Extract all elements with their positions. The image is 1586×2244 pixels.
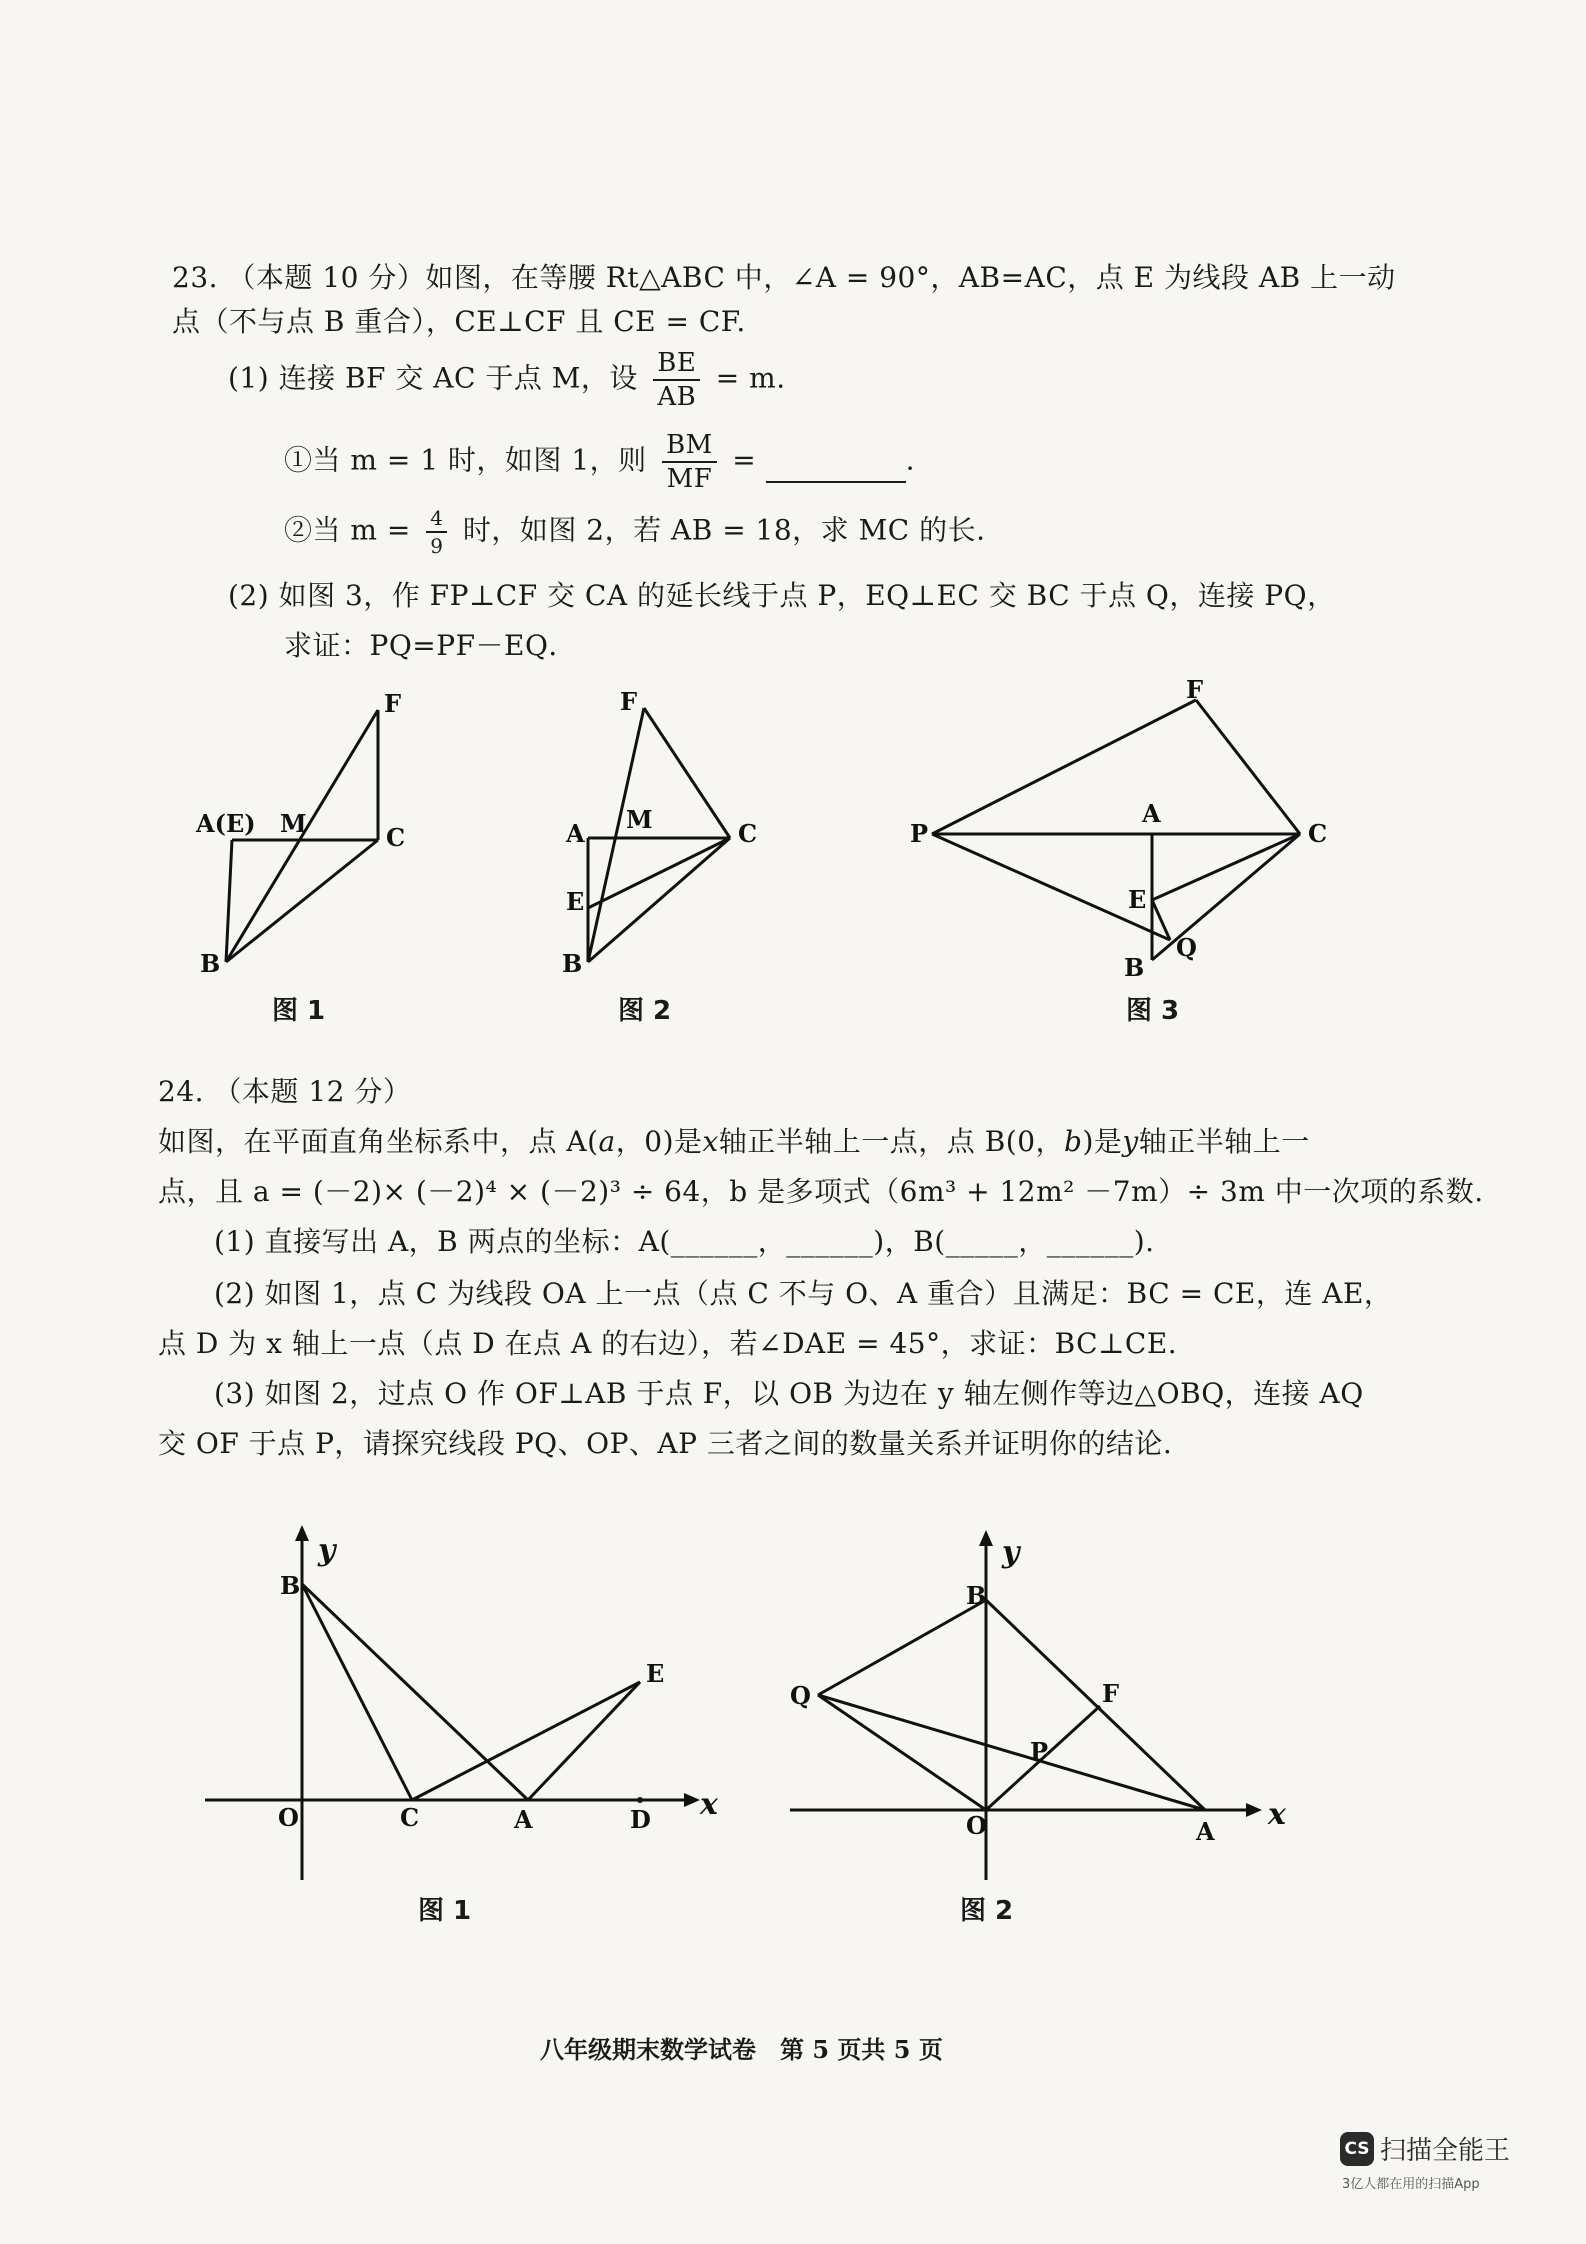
q23-part1-prefix: (1) 连接 BF 交 AC 于点 M，设	[228, 361, 638, 395]
fig5-segment-qb	[818, 1600, 986, 1695]
fig4-label-d: D	[630, 1805, 651, 1834]
q24-line1-part-c: 轴正半轴上一点，点 B(0，	[718, 1125, 1065, 1158]
fig4-segment-ae	[528, 1682, 640, 1800]
fig5-label-b: B	[966, 1581, 987, 1610]
fig5-label-p: P	[1030, 1737, 1049, 1766]
q24-part3b: 交 OF 于点 P，请探究线段 PQ、OP、AP 三者之间的数量关系并证明你的结论.	[158, 1427, 1173, 1460]
fig1-label-f: F	[384, 689, 402, 718]
fig5-label-f: F	[1102, 1679, 1120, 1708]
q23-part1b-num: 4	[426, 508, 447, 533]
q23-part1b-suffix: 时，如图 2，若 AB = 18，求 MC 的长.	[462, 513, 986, 547]
q23-part1-suffix: = m.	[715, 361, 786, 395]
q23-fig3-caption: 图 3	[1126, 996, 1180, 1026]
q24-part2b: 点 D 为 x 轴上一点（点 D 在点 A 的右边），若∠DAE = 45°，求证：BC⊥CE.	[158, 1327, 1178, 1360]
q24-fig2-caption: 图 2	[960, 1896, 1014, 1926]
fig2-label-b: B	[562, 949, 583, 978]
fig4-segment-bc	[302, 1584, 412, 1800]
fig5-label-x: x	[1268, 1797, 1286, 1832]
q23-header: 23. （本题 10 分）如图，在等腰 Rt△ABC 中，∠A = 90°，AB=AC，点 E 为线段 AB 上一动	[172, 261, 1396, 294]
fig3-label-f: F	[1186, 675, 1204, 704]
q23-part1b-den: 9	[430, 534, 444, 558]
fig1-label-m: M	[280, 809, 307, 838]
fig4-label-e: E	[646, 1659, 665, 1688]
q24-var-y: y	[1122, 1125, 1139, 1158]
fig3-label-b: B	[1124, 953, 1145, 982]
fig3-label-a: A	[1142, 799, 1161, 828]
fig1-label-b: B	[200, 949, 221, 978]
fig4-label-c: C	[400, 1803, 420, 1832]
q24-line1-part-a: 如图，在平面直角坐标系中，点 A(	[158, 1125, 599, 1158]
q23-part1a-eq: =	[732, 443, 757, 477]
fig2-label-a: A	[566, 819, 585, 848]
fig3-label-c: C	[1308, 819, 1328, 848]
q24-fig1-caption: 图 1	[418, 1896, 472, 1926]
fig3-label-q: Q	[1176, 933, 1197, 962]
q24-line1-part-b: ，0)是	[615, 1125, 703, 1158]
fig4-label-y: y	[318, 1533, 336, 1568]
q24-part2a: (2) 如图 1，点 C 为线段 OA 上一点（点 C 不与 O、A 重合）且满足：BC = CE，连 AE，	[214, 1277, 1393, 1310]
q23-part1a-end: .	[905, 443, 915, 477]
watermark-subtitle: 3亿人都在用的扫描App	[1342, 2177, 1480, 2192]
q23-part2-prove: 求证：PQ=PF－EQ．	[284, 629, 577, 662]
q24-var-a: a	[598, 1125, 616, 1158]
fig5-label-a: A	[1196, 1817, 1215, 1846]
fig4-segment-ba	[302, 1584, 528, 1800]
fig5-label-y: y	[1002, 1535, 1020, 1570]
fig3-label-e: E	[1128, 885, 1147, 914]
watermark-name: 扫描全能王	[1380, 2136, 1511, 2166]
q23-part1b-prefix: ②当 m =	[284, 513, 411, 547]
fig4-point-d	[637, 1797, 643, 1803]
q24-header: 24. （本题 12 分）	[158, 1075, 412, 1108]
fig4-y-arrow	[295, 1525, 309, 1541]
q23-part1-num: BE	[653, 350, 700, 381]
fig5-segment-qo	[818, 1695, 986, 1810]
fig5-y-arrow	[979, 1530, 993, 1546]
fig2-label-f: F	[620, 687, 638, 716]
fig5-label-q: Q	[790, 1681, 811, 1710]
q23-part1a-num: BM	[662, 432, 717, 463]
fig4-label-o: O	[278, 1803, 299, 1832]
camscanner-logo-icon: CS	[1340, 2132, 1374, 2166]
fig5-x-arrow	[1246, 1803, 1262, 1817]
q23-part2: (2) 如图 3，作 FP⊥CF 交 CA 的延长线于点 P，EQ⊥EC 交 BC 于点 Q，连接 PQ，	[228, 579, 1336, 612]
q24-part1: (1) 直接写出 A，B 两点的坐标：A(______，______)，B(_____，______).	[214, 1225, 1155, 1258]
fig4-x-arrow	[684, 1793, 700, 1807]
q23-fig2-caption: 图 2	[618, 996, 672, 1026]
q23-part1a-den: MF	[666, 464, 713, 494]
fig5-label-o: O	[966, 1811, 987, 1840]
q24-line1-part-e: 轴正半轴上一	[1138, 1125, 1310, 1158]
q23-line2: 点（不与点 B 重合），CE⊥CF 且 CE = CF.	[172, 305, 746, 338]
fig4-label-a: A	[514, 1805, 533, 1834]
fig2-label-c: C	[738, 819, 758, 848]
q24-line2: 点，且 a = (－2)× (－2)⁴ × (－2)³ ÷ 64，b 是多项式（6m³ + 12m² －7m）÷ 3m 中一次项的系数.	[158, 1175, 1484, 1208]
q24-var-b: b	[1064, 1125, 1083, 1158]
fig2-label-e: E	[566, 887, 585, 916]
page-footer: 八年级期末数学试卷 第 5 页共 5 页	[540, 2035, 943, 2064]
q23-part1a-prefix: ①当 m = 1 时，如图 1，则	[284, 443, 647, 477]
q23-fig1-caption: 图 1	[272, 996, 326, 1026]
q24-part3a: (3) 如图 2，过点 O 作 OF⊥AB 于点 F，以 OB 为边在 y 轴左侧作等边△OBQ，连接 AQ	[214, 1377, 1364, 1410]
fig4-label-b: B	[280, 1571, 301, 1600]
q23-part1-den: AB	[657, 382, 697, 412]
scanner-watermark	[1340, 2130, 1510, 2192]
q24-line1-part-d: )是	[1082, 1125, 1123, 1158]
fig1-label-ae: A(E)	[196, 809, 256, 838]
fig2-label-m: M	[626, 805, 653, 834]
q24-var-x: x	[702, 1125, 719, 1158]
fig1-label-c: C	[386, 823, 406, 852]
fig4-label-x: x	[700, 1787, 718, 1822]
fig3-label-p: P	[910, 819, 929, 848]
fig4-segment-ce	[412, 1682, 640, 1800]
